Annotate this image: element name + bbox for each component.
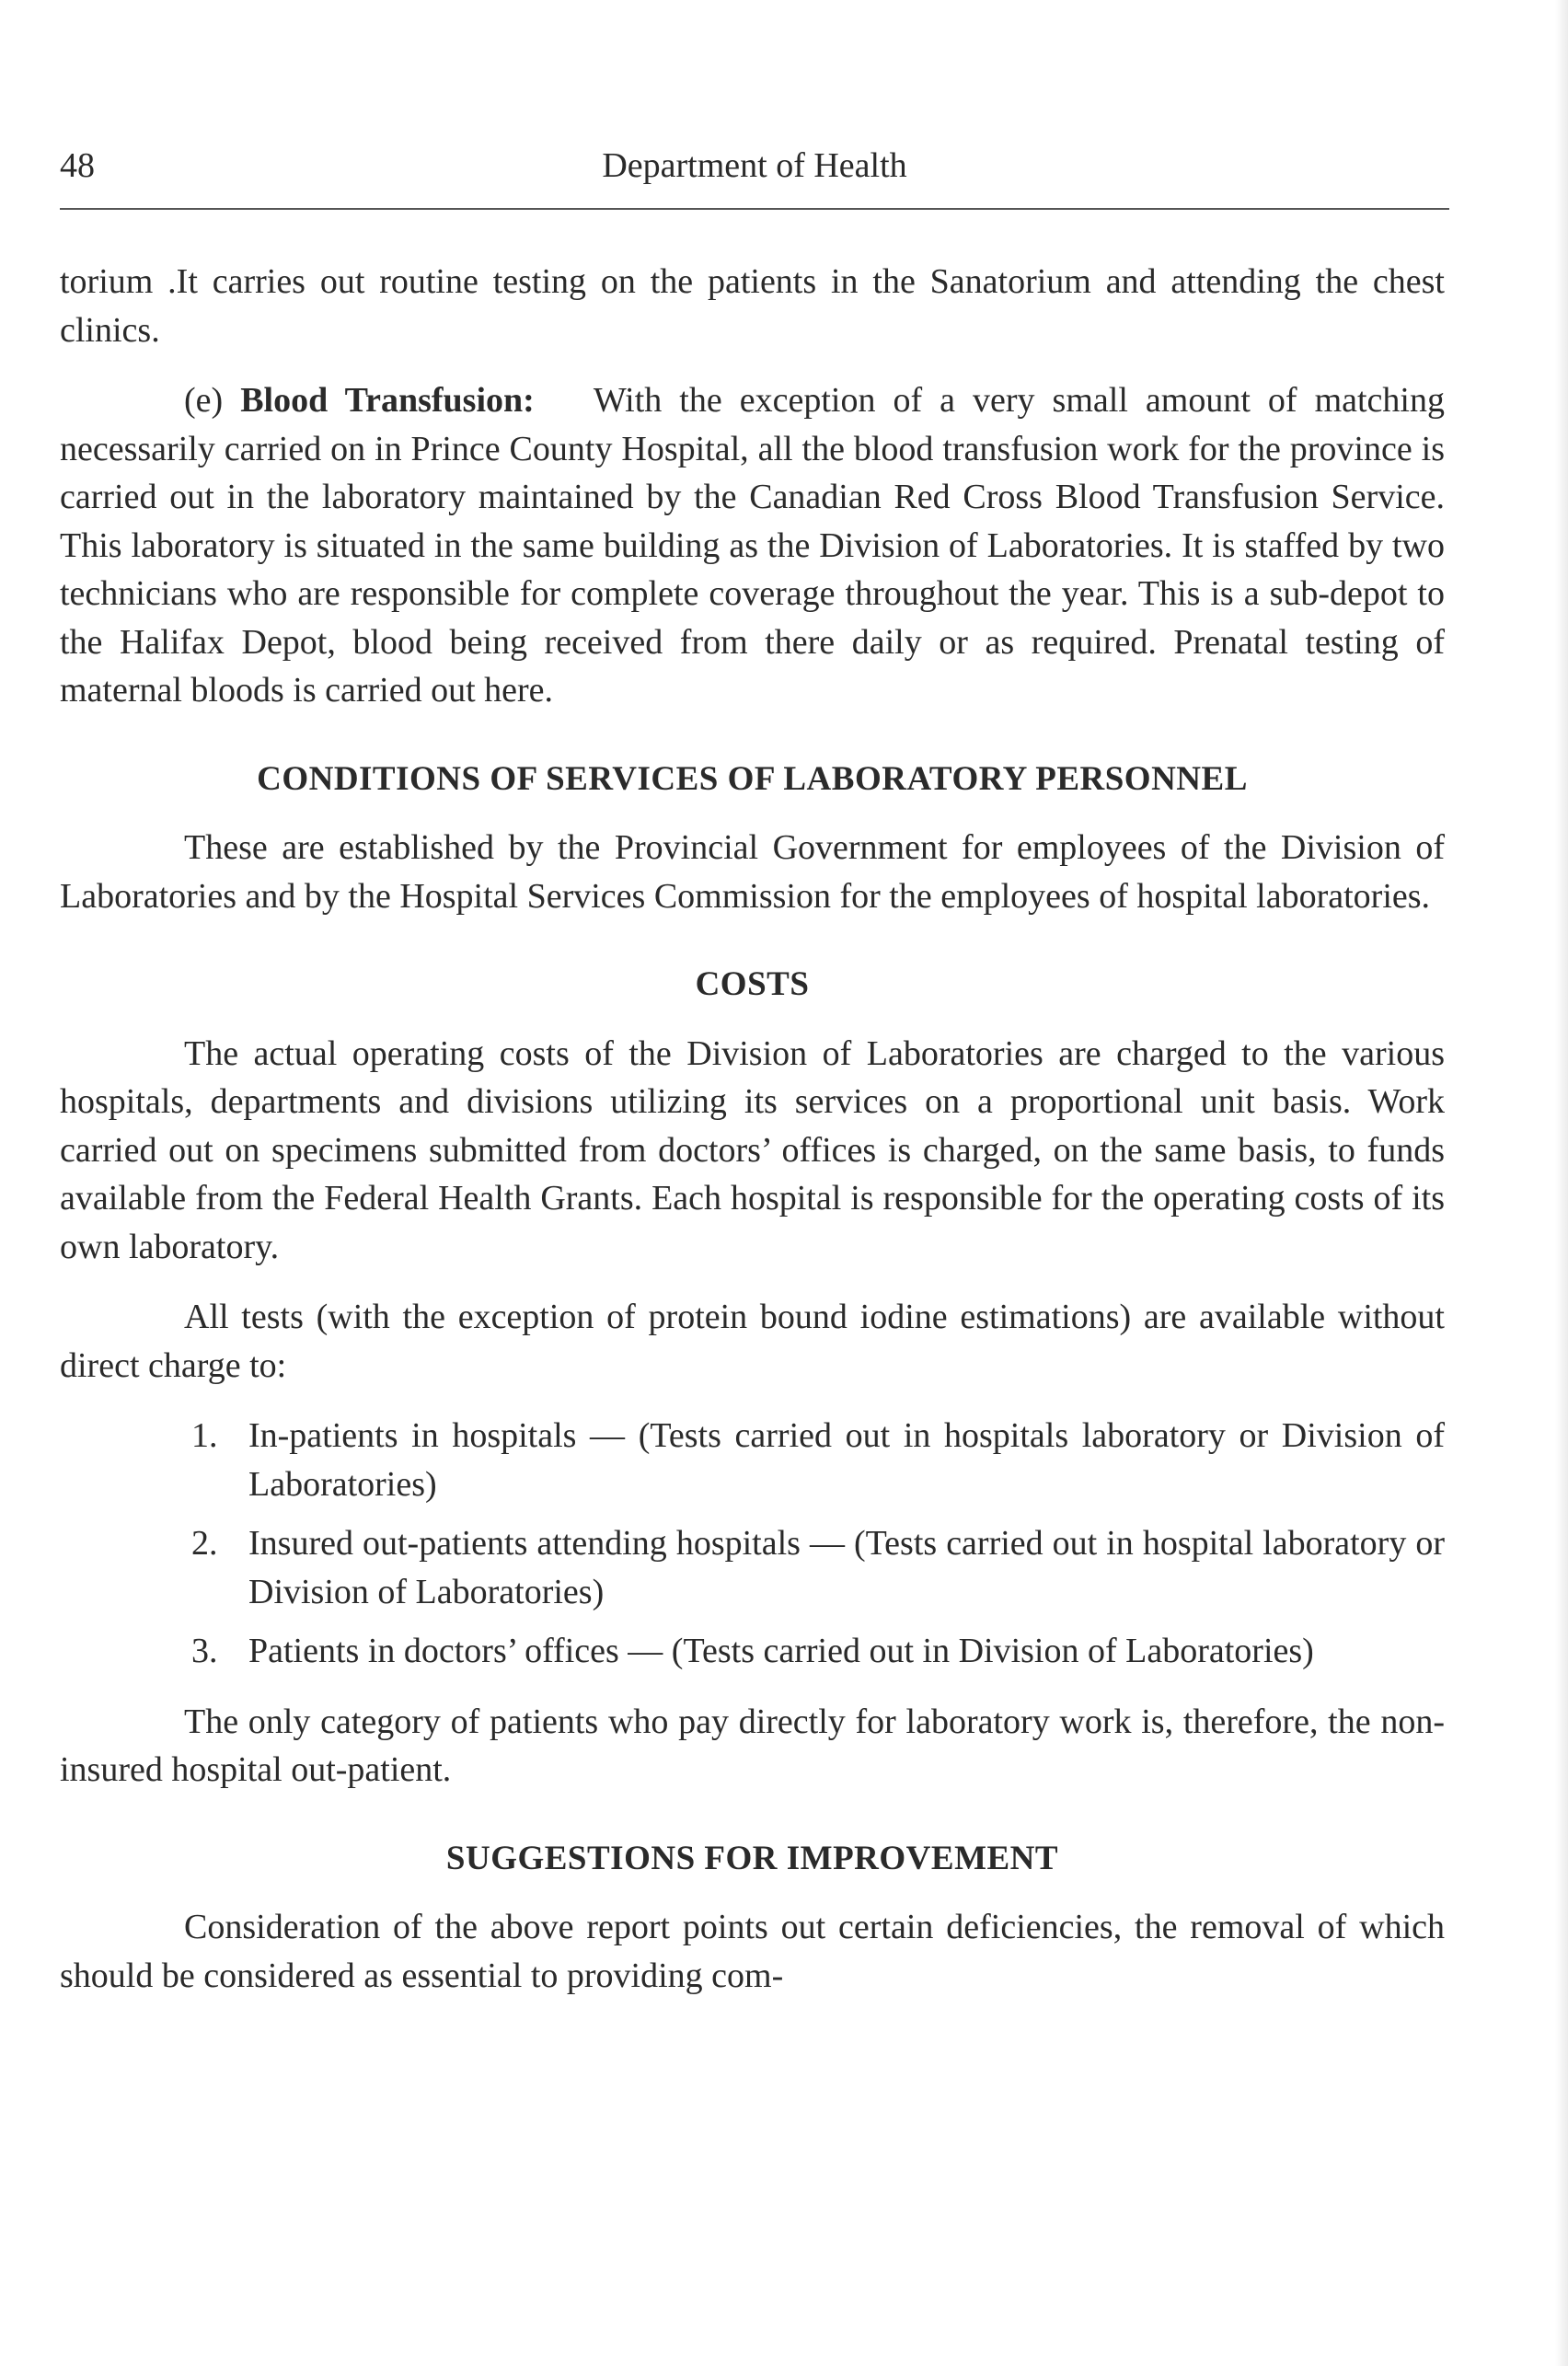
conditions-paragraph: These are established by the Provincial Government for employees of the Division of Laboratories and by the Hospital Services Commission for the employees of hospital laboratories.: [60, 828, 1445, 916]
list-item: [60, 1519, 1445, 1616]
charge-free-list: [60, 1412, 1445, 1676]
conditions-heading: CONDITIONS OF SERVICES OF LABORATORY PERSONNEL: [257, 759, 1248, 798]
list-item-text: In-patients in hospitals — (Tests carried out in hospitals laboratory or Division of Laboratories): [248, 1416, 1445, 1504]
continuation-paragraph: torium .It carries out routine testing on the patients in the Sanatorium and attending the chest clinics.: [60, 262, 1445, 350]
list-item-text: Insured out-patients attending hospitals — (Tests carried out in hospital laboratory or Division of Laboratories): [248, 1524, 1445, 1611]
item-label: (e): [184, 381, 241, 420]
costs-paragraph-3: The only category of patients who pay directly for laboratory work is, therefore, the non-insured hospital out-patient.: [60, 1702, 1445, 1789]
page-body: [60, 258, 1445, 2000]
list-item-text: Patients in doctors’ offices — (Tests carried out in Division of Laboratories): [248, 1632, 1314, 1670]
page-edge-shadow: [1555, 0, 1568, 2366]
blood-transfusion-text: With the exception of a very small amount of matching necessarily carried on in Prince County Hospital, all the blood transfusion work for the province is carried out in the laboratory maintained by the Canadian Red Cross Blood Transfusion Service. This laboratory is situated in the same building as the Division of Laboratories. It is staffed by two technicians who are responsible for complete coverage throughout the year. This is a sub-depot to the Halifax Depot, blood being received from there daily or as required. Prenatal testing of maternal bloods is carried out here.: [60, 381, 1445, 710]
page-header: [60, 145, 1449, 197]
costs-paragraph-2: All tests (with the exception of protein bound iodine estimations) are available without direct charge to:: [60, 1298, 1445, 1385]
suggestions-heading: SUGGESTIONS FOR IMPROVEMENT: [445, 1839, 1059, 1877]
list-item-number: 3.: [191, 1632, 218, 1670]
costs-paragraph-1: The actual operating costs of the Division of Laboratories are charged to the various hospitals, departments and divisions utilizing its services on a proportional unit basis. Work carried out on specimens submitted from doctors’ offices is charged, on the same basis, to funds available from the Federal Health Grants. Each hospital is responsible for the operating costs of its own laboratory.: [60, 1033, 1445, 1266]
suggestions-paragraph: Consideration of the above report points out certain deficiencies, the removal of which should be considered as essential to providing com-: [60, 1908, 1445, 1995]
list-item: [60, 1627, 1445, 1676]
page-number: 48: [60, 146, 95, 185]
header-rule: [60, 208, 1449, 210]
list-item-number: 2.: [191, 1524, 218, 1563]
list-item-number: 1.: [191, 1416, 218, 1455]
list-item: [60, 1412, 1445, 1508]
blood-transfusion-heading: Blood Transfusion:: [240, 381, 535, 420]
costs-heading: COSTS: [695, 965, 810, 1003]
running-head: Department of Health: [602, 146, 907, 185]
blood-transfusion-paragraph: [60, 376, 1445, 715]
